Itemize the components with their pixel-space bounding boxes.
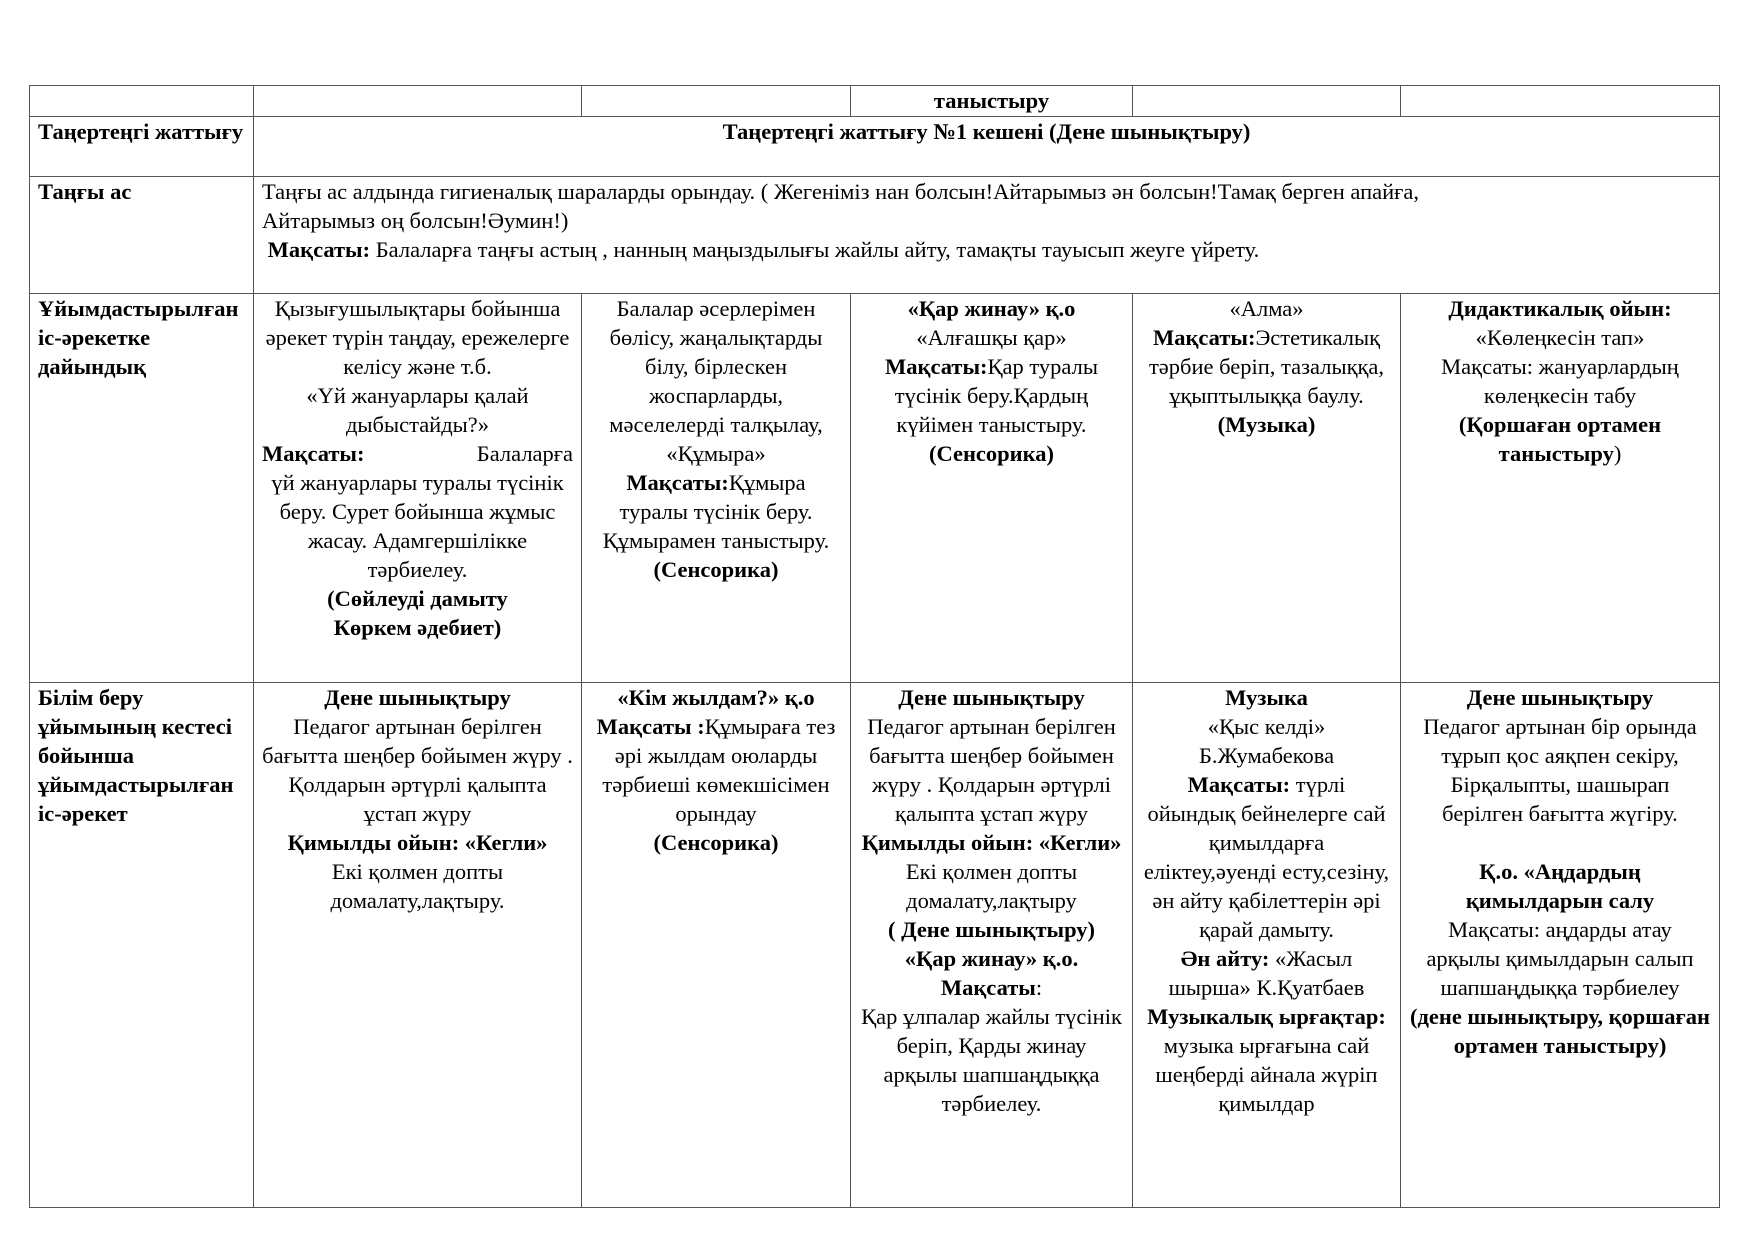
goal-line	[859, 973, 1124, 1002]
area-label-part: )	[1613, 441, 1622, 466]
goal-line	[1141, 323, 1392, 410]
cell-text: Педагог артынан берілген бағытта шеңбер бойымен жүру . Қолдарын әртүрлі қалыпта ұстап жүру	[262, 714, 573, 826]
cell-text: Екі қолмен допты домалату,лақтыру.	[330, 859, 505, 913]
row-header-text: Таңертеңгі жаттығу	[38, 119, 244, 144]
wednesday-cell	[851, 683, 1133, 1208]
goal-label: Мақсаты:	[267, 237, 371, 262]
goal-text: Мақсаты: аңдарды атау арқылы қимылдарын салып шапшаңдыққа тәрбиелеу	[1426, 917, 1694, 1000]
wednesday-cell	[851, 294, 1133, 683]
row-header	[30, 117, 254, 177]
area-label: (дене шынықтыру, қоршаған ортамен таныстыру)	[1410, 1004, 1710, 1058]
goal-text: Құмыраға тез әрі жылдам оюларды тәрбиеші көмекшісімен орындау	[602, 714, 836, 826]
friday-cell	[1401, 683, 1720, 1208]
game-title: Қимылды ойын: «Кегли»	[861, 830, 1122, 855]
monday-cell	[254, 294, 582, 683]
cell-text: «Көлеңкесін тап»	[1475, 325, 1645, 350]
thursday-cell	[1133, 683, 1401, 1208]
song-author: Б.Жумабекова	[1198, 743, 1335, 768]
goal-text: Қар туралы түсінік беру.Қардың күйімен таныстыру.	[894, 354, 1098, 437]
cell-text: Екі қолмен допты домалату,лақтыру	[905, 859, 1078, 913]
goal-label: Мақсаты :	[596, 714, 705, 739]
cell-text: Педагог артынан бір орында тұрып қос аяқпен секіру, Бірқалыпты, шашырап берілген бағытта жүгіру.	[1423, 714, 1697, 826]
table-cell	[254, 177, 1720, 294]
table-cell	[582, 86, 851, 117]
goal-text: Құмыра туралы түсінік беру. Құмырамен таныстыру.	[602, 470, 830, 553]
table-cell	[851, 86, 1133, 117]
goal-line	[859, 352, 1124, 439]
activity-title: «Қар жинау» қ.о	[907, 296, 1076, 321]
goal-label: Мақсаты	[940, 975, 1036, 1000]
weekly-plan-table	[29, 85, 1720, 1208]
singing-text: «Жасыл шырша» К.Қуатбаев	[1168, 946, 1365, 1000]
goal-label: Мақсаты:	[626, 470, 729, 495]
activity-title: «Алма»	[1229, 296, 1304, 321]
activity-title: «Кім жылдам?» қ.о	[617, 685, 815, 710]
table-cell	[30, 86, 254, 117]
rhythm-text: музыка ырғағына сай шеңберді айнала жүріп қимылдар	[1155, 1033, 1378, 1116]
rhythm-line	[1141, 1002, 1392, 1118]
goal-label: Мақсаты:	[1152, 325, 1256, 350]
cell-text: Таңертеңгі жаттығу №1 кешені (Дене шынықтыру)	[722, 119, 1251, 144]
area-label: ( Дене шынықтыру)	[887, 917, 1096, 942]
goal-text: Эстетикалық тәрбие беріп, тазалыққа, ұқыптылыққа баулу.	[1148, 325, 1385, 408]
cell-text: Таңғы ас алдында гигиеналық шараларды орындау. ( Жегеніміз нан болсын!Айтарымыз ән болсын!Тамақ берген апайға,	[262, 179, 1420, 204]
tuesday-cell	[582, 294, 851, 683]
goal-text: түрлі ойындық бейнелерге сай қимылдарға еліктеу,әуенді есту,сезіну, ән айту қабілеттерін әрі қарай дамыту.	[1143, 772, 1390, 942]
goal-label: Мақсаты:	[885, 354, 988, 379]
table-row	[30, 117, 1720, 177]
song-title: «Қыс келді»	[1207, 714, 1326, 739]
cell-text: «Алғашқы қар»	[916, 325, 1067, 350]
table-row	[30, 294, 1720, 683]
area-label: Көркем әдебиет)	[333, 615, 502, 640]
activity-title: Дене шынықтыру	[1466, 685, 1654, 710]
row-header-text: Таңғы ас	[38, 179, 132, 204]
singing-line	[1141, 944, 1392, 1002]
goal-text: Мақсаты: жануарлардың көлеңкесін табу	[1441, 354, 1679, 408]
area-label	[1409, 410, 1711, 439]
row-header	[30, 683, 254, 1208]
cell-text: «Үй жануарлары қалай дыбыстайды?»	[306, 383, 529, 437]
goal-colon: :	[1035, 975, 1043, 1000]
area-label: (Сенсорика)	[928, 441, 1055, 466]
table-row	[30, 177, 1720, 294]
row-header-text: Ұйымдастырылған іс-әрекетке дайындық	[38, 296, 239, 379]
table-row	[30, 86, 1720, 117]
goal-label: Мақсаты:	[262, 441, 365, 466]
area-label: (Сөйлеуді дамыту	[327, 586, 508, 611]
game-title: Қимылды ойын: «Кегли»	[287, 830, 548, 855]
area-label-part: (Қоршаған ортамен	[1458, 412, 1662, 437]
area-label: (Музыка)	[1217, 412, 1316, 437]
table-cell	[254, 117, 1720, 177]
activity-title: Дидактикалық ойын:	[1448, 296, 1672, 321]
tuesday-cell	[582, 683, 851, 1208]
goal-line	[590, 468, 842, 555]
table-cell	[254, 86, 582, 117]
area-label	[1409, 439, 1711, 468]
activity-title: Музыка	[1225, 685, 1308, 710]
area-label: (Сенсорика)	[653, 830, 779, 855]
table-cell	[1133, 86, 1401, 117]
game-title: Қ.о. «Аңдардың қимылдарын салу	[1465, 859, 1655, 913]
goal-label: Мақсаты:	[1187, 772, 1291, 797]
friday-cell	[1401, 294, 1720, 683]
monday-cell	[254, 683, 582, 1208]
cell-text: Педагог артынан берілген бағытта шеңбер бойымен жүру . Қолдарын әртүрлі қалыпта ұстап жүру	[867, 714, 1116, 826]
goal-line	[1141, 770, 1392, 944]
cell-text: Балалар әсерлерімен бөлісу, жаңалықтарды білу, бірлескен жоспарларды, мәселелерді талқылау,	[609, 296, 823, 437]
rhythm-label: Музыкалық ырғақтар:	[1147, 1004, 1386, 1029]
goal-line	[590, 712, 842, 828]
cell-text: Айтарымыз оң болсын!Әумин!)	[262, 208, 569, 233]
singing-label: Ән айту:	[1180, 946, 1270, 971]
goal-line	[262, 439, 573, 468]
area-label-part: таныстыру	[1498, 441, 1614, 466]
game-title: «Қар жинау» қ.о.	[904, 946, 1079, 971]
area-label: (Сенсорика)	[653, 557, 779, 582]
row-header	[30, 177, 254, 294]
thursday-cell	[1133, 294, 1401, 683]
activity-title: Дене шынықтыру	[324, 685, 511, 710]
goal-text: Балаларға таңғы астың , нанның маңыздылығы жайлы айту, тамақты тауысып жеуге үйрету.	[370, 237, 1260, 262]
table-row	[30, 683, 1720, 1208]
goal-line	[262, 235, 1711, 264]
cell-text: таныстыру	[933, 88, 1050, 113]
row-header-text: Білім беру ұйымының кестесі бойынша ұйымдастырылған іс-әрекет	[38, 685, 234, 826]
cell-text: Қызығушылықтары бойынша әрекет түрін таңдау, ережелерге келісу және т.б.	[265, 296, 570, 379]
goal-text: үй жануарлары туралы түсінік беру. Сурет бойынша жұмыс жасау. Адамгершілікке тәрбиелеу.	[271, 470, 564, 582]
table-cell	[1401, 86, 1720, 117]
spacer	[1409, 828, 1711, 857]
row-header	[30, 294, 254, 683]
goal-text: Балаларға	[476, 441, 573, 466]
activity-title: Дене шынықтыру	[898, 685, 1085, 710]
goal-text: Қар ұлпалар жайлы түсінік беріп, Қарды жинау арқылы шапшаңдыққа тәрбиелеу.	[861, 1004, 1122, 1116]
cell-text: «Құмыра»	[666, 441, 766, 466]
